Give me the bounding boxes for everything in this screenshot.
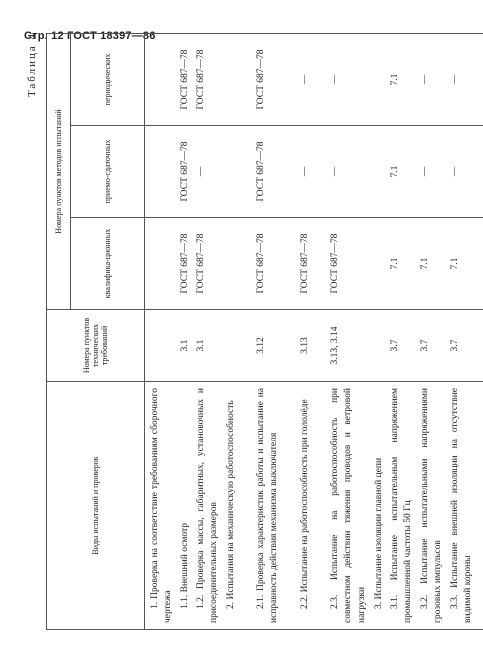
row-accept: ГОСТ 687—78 — [256, 141, 266, 202]
header-req-points: Номера пунктов технических требований — [47, 310, 145, 382]
row-name: 1. Проверка на соответствие требованиям сборочного чертежа — [150, 388, 174, 623]
row-accept — [149, 132, 177, 211]
row-qual: 7.1 — [450, 257, 460, 270]
row-accept: — — [450, 166, 460, 177]
header-qual: квалифика-ционных — [71, 218, 145, 310]
col-names — [145, 382, 483, 630]
row-req: 3.7 — [450, 339, 460, 352]
row-qual: ГОСТ 687—78 — [330, 233, 340, 294]
row-accept — [373, 132, 387, 211]
row-accept: ГОСТ 687—78 — [180, 141, 190, 202]
row-name: 2.3. Испытание на работоспособность при совместном действии тяжения проводов и ветровой нагрузки — [330, 388, 367, 623]
row-periodic: ГОСТ 687—78 — [180, 49, 190, 110]
row-req: 3.12 — [256, 337, 266, 354]
rotated-table-page — [24, 30, 474, 630]
row-qual: ГОСТ 687—78 — [180, 233, 190, 294]
row-req: 3.1 — [196, 339, 206, 352]
row-qual: 7.1 — [390, 257, 400, 270]
col-accept — [145, 126, 483, 218]
row-accept: — — [420, 166, 430, 177]
row-name: 1.1. Внешний осмотр — [180, 522, 190, 609]
row-name: 2. Испытания на механическую работоспособность — [226, 400, 236, 609]
row-req: 3.7 — [420, 339, 430, 352]
row-accept: — — [196, 166, 206, 177]
row-name: 1.2. Проверка массы, габаритных, установочных и присоединительных размеров — [196, 388, 220, 623]
row-accept — [225, 132, 253, 211]
row-periodic — [149, 40, 177, 119]
row-periodic: — — [330, 74, 340, 85]
row-name: 2.2. Испытание на работоспособность при гололёде — [300, 399, 310, 609]
table-caption: Таблица 4 — [26, 32, 38, 98]
row-req: 3.13, 3.14 — [330, 326, 340, 365]
row-periodic — [373, 40, 387, 119]
row-accept: — — [300, 166, 310, 177]
header-periodic: периодических — [71, 33, 145, 125]
col-periodic — [145, 33, 483, 125]
row-accept: — — [330, 166, 340, 177]
row-qual: ГОСТ 687—78 — [256, 233, 266, 294]
row-qual: ГОСТ 687—78 — [300, 233, 310, 294]
row-req — [225, 316, 253, 375]
page-header: Стр. 12 ГОСТ 18397—86 — [24, 30, 156, 42]
row-qual — [373, 224, 387, 303]
row-req: 3.13 — [300, 337, 310, 354]
row-name: 3.1. Испытание испытательным напряжением промышленной частоты 50 Гц — [390, 388, 414, 623]
header-accept: приемо-сдаточных — [71, 126, 145, 218]
row-name: 3. Испытание изоляции главной цепи — [374, 457, 384, 609]
row-qual: ГОСТ 687—78 — [196, 233, 206, 294]
row-qual — [225, 224, 253, 303]
row-periodic: ГОСТ 687—78 — [196, 49, 206, 110]
row-periodic — [225, 40, 253, 119]
col-qual — [145, 218, 483, 310]
header-test-points: Номера пунктов методов испытаний — [47, 33, 71, 309]
row-periodic: — — [300, 74, 310, 85]
row-name: 3.2. Испытание испытательными напряжениями грозовых импульсов — [420, 388, 444, 623]
row-periodic: — — [450, 74, 460, 85]
row-periodic: 7.1 — [390, 73, 400, 86]
col-req — [145, 310, 483, 382]
row-name: 3.3. Испытание внешней изоляции на отсутствие видимой короны — [450, 388, 474, 623]
row-accept: 7.1 — [390, 165, 400, 178]
row-req — [149, 316, 177, 375]
row-req — [373, 316, 387, 375]
row-req: 3.7 — [390, 339, 400, 352]
test-table — [46, 33, 483, 630]
row-qual — [149, 224, 177, 303]
row-name: 2.1. Проверка характеристик работы и испытание на исправность действия механизма выключателя — [256, 388, 280, 623]
row-req: 3.1 — [180, 339, 190, 352]
row-periodic: ГОСТ 687—78 — [256, 49, 266, 110]
header-kinds: Виды испытаний и проверок — [47, 382, 145, 630]
row-qual: 7.1 — [420, 257, 430, 270]
row-periodic: — — [420, 74, 430, 85]
